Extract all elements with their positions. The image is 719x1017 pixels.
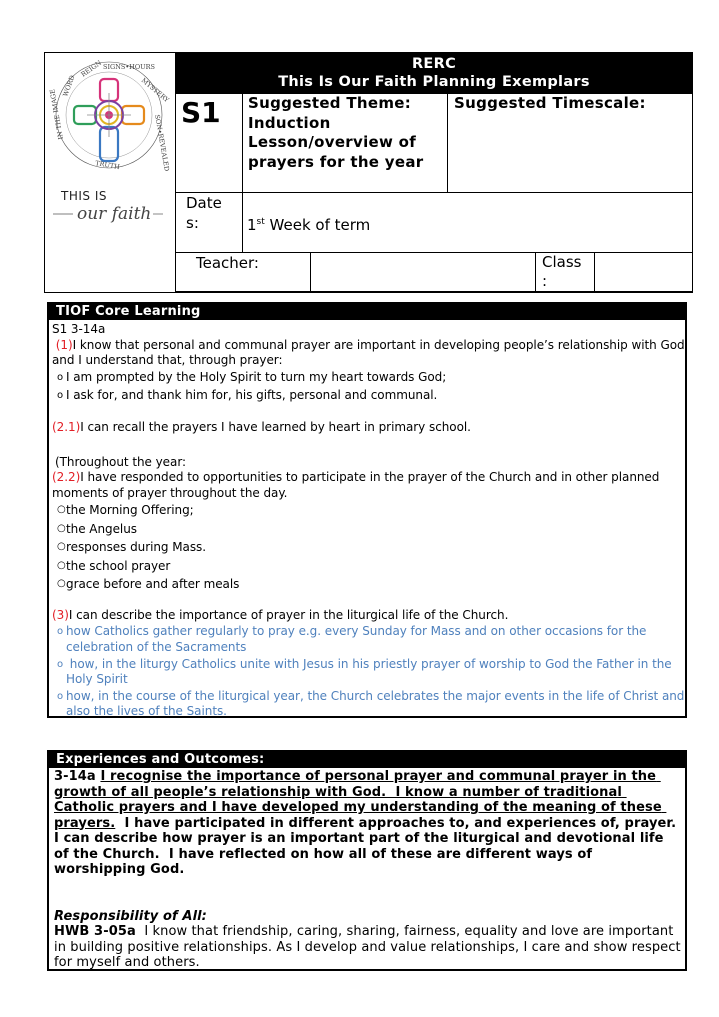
outcome-underlined-text: I recognise the importance of personal prayer and communal prayer in the growth of all people’s relationship with God. I know a number of traditional Catholic prayers and I have developed my understanding of the meaning of these prayers.	[54, 769, 667, 831]
core-learning-body	[49, 320, 685, 720]
stage-label: S1	[181, 96, 221, 129]
outcome-text: I have participated in different approaches to, and experiences of, prayer. I can describe how prayer is an important part of the liturgical and devotional life of the Church. I have reflected on how all of these are different ways of worshipping God.	[54, 815, 681, 877]
logo-graphic	[45, 53, 174, 292]
core-code: S1 3-14a	[52, 322, 106, 336]
teacher-label-cell	[175, 252, 311, 292]
svg-text:WORD: WORD	[61, 74, 77, 98]
list-item-text: responses during Mass.	[66, 540, 207, 555]
list-item-text: I ask for, and thank him for, his gifts, personal and communal.	[66, 388, 438, 403]
point-number: (2.1)	[52, 419, 81, 434]
experiences-outcomes-body	[49, 768, 685, 971]
svg-text:IN THE IMAGE: IN THE IMAGE	[48, 88, 65, 141]
point-number: (2.2)	[52, 470, 81, 485]
point-text: I can recall the prayers I have learned by heart in primary school.	[80, 419, 471, 434]
this-is-our-faith-logo	[45, 53, 174, 292]
svg-text:TRUTH: TRUTH	[94, 159, 121, 172]
point-number: (1)	[55, 337, 73, 352]
theme-cell	[242, 93, 448, 193]
throughout-year-note: (Throughout the year:	[55, 454, 186, 469]
list-item-text: the Angelus	[66, 521, 137, 536]
outcome-code: 3-14a	[54, 769, 96, 784]
list-item: ○ grace before and after meals	[57, 577, 240, 592]
list-item: ○ the Morning Offering;	[57, 503, 194, 518]
list-item: o how, in the liturgy Catholics unite with Jesus in his priestly prayer of worship to God the Father in the Holy Spirit	[52, 657, 685, 688]
svg-text:MYSTERY: MYSTERY	[139, 76, 171, 105]
suggested-timescale-label: Suggested Timescale:	[454, 94, 646, 112]
list-item: ○ responses during Mass.	[57, 540, 207, 555]
class-label: Class :	[542, 253, 582, 290]
responsibility-of-all-heading: Responsibility of All:	[54, 908, 207, 924]
title-programme: This Is Our Faith Planning Exemplars	[278, 74, 590, 90]
dates-label-cell	[175, 192, 243, 253]
list-item: o I ask for, and thank him for, his gifts, personal and communal.	[57, 388, 438, 403]
point-text: I have responded to opportunities to participate in the prayer of the Church and in other planned moments of prayer throughout the day.	[52, 470, 660, 500]
svg-text:REIGN: REIGN	[79, 58, 104, 79]
core-learning-heading: TIOF Core Learning	[49, 304, 685, 320]
list-item: o I am prompted by the Holy Spirit to turn my heart towards God;	[57, 369, 447, 384]
page-title	[175, 53, 693, 93]
experiences-outcomes-heading: Experiences and Outcomes:	[49, 752, 685, 768]
header-grid	[175, 53, 693, 292]
list-item: ○ the school prayer	[57, 558, 171, 573]
core-point-1	[52, 338, 685, 369]
dates-value-cell	[242, 192, 693, 253]
hwb-code: HWB 3-05a	[54, 924, 136, 939]
title-subject: RERC	[411, 56, 457, 72]
outcome-hwb-3-05a	[54, 924, 685, 971]
list-item: ○ the Angelus	[57, 521, 137, 536]
point-number: (3)	[52, 607, 69, 622]
point-text: I know that personal and communal prayer are important in developing people’s relationship with God and I understand that, through prayer:	[52, 337, 685, 368]
timescale-cell	[447, 93, 693, 193]
list-item-text: the Morning Offering;	[66, 503, 194, 518]
list-item-text: how, in the liturgy Catholics unite with Jesus in his priestly prayer of worship to God the Father in the Holy Spirit	[66, 656, 676, 687]
dates-value-text: Week of term	[264, 216, 371, 234]
teacher-label: Teacher:	[196, 254, 259, 272]
point-text: I can describe the importance of prayer in the liturgical life of the Church.	[68, 607, 509, 622]
list-item-text: how Catholics gather regularly to pray e.g. every Sunday for Mass and on other occasions for the celebration of the Sacraments	[66, 624, 647, 655]
svg-text:SON•REVEALED: SON•REVEALED	[153, 113, 171, 172]
list-item-text: grace before and after meals	[66, 577, 240, 592]
dates-value-suffix: st	[256, 217, 265, 227]
suggested-theme: Suggested Theme: Induction Lesson/overview of prayers for the year	[248, 94, 424, 171]
teacher-field[interactable]	[310, 252, 536, 292]
core-point-2-1	[52, 420, 685, 436]
stage-cell	[175, 93, 243, 193]
list-item-text: I am prompted by the Holy Spirit to turn my heart towards God;	[66, 369, 447, 384]
core-point-2-2	[52, 470, 685, 501]
list-item: o how, in the course of the liturgical year, the Church celebrates the major events in the life of Christ and also the lives of the Saints.	[57, 688, 685, 719]
class-field[interactable]	[594, 252, 693, 292]
hwb-text: I know that friendship, caring, sharing, fairness, equality and love are important in building positive relationships. As I develop and value relationships, I care and show respect for myself and others.	[54, 924, 685, 970]
list-item-text: how, in the course of the liturgical year, the Church celebrates the major events in the life of Christ and also the lives of the Saints.	[66, 688, 685, 719]
svg-text:SIGNS•HOURS: SIGNS•HOURS	[103, 63, 156, 71]
class-label-cell	[535, 252, 595, 292]
list-item-text: the school prayer	[66, 558, 171, 573]
dates-value-number: 1	[247, 216, 257, 234]
logo-name-top: THIS IS	[61, 189, 107, 203]
dates-label: Date s:	[186, 194, 222, 232]
core-learning-section	[47, 302, 687, 718]
planning-header	[44, 52, 693, 293]
list-item: o how Catholics gather regularly to pray e.g. every Sunday for Mass and on other occasions for the celebration of the Sacraments	[52, 624, 685, 655]
core-point-3	[52, 608, 685, 624]
outcome-3-14a	[54, 769, 681, 878]
experiences-outcomes-section	[47, 750, 687, 971]
logo-name-script: our faith	[77, 204, 152, 224]
